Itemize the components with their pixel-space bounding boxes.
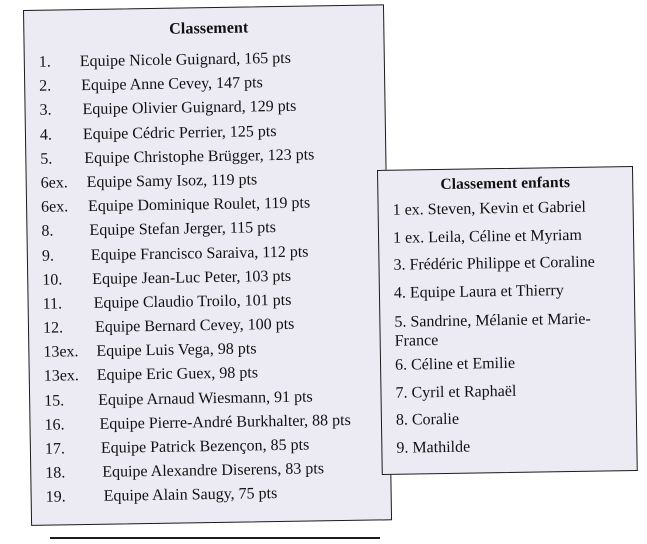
team-entry: Equipe Bernard Cevey, 100 pts	[94, 315, 295, 336]
divider-line	[50, 537, 380, 539]
rank: 2.	[39, 77, 52, 95]
team-entry: Equipe Samy Isoz, 119 pts	[86, 171, 258, 191]
kids-ranking-row	[395, 354, 635, 385]
ranking-title: Classement	[169, 19, 249, 38]
rank: 19.	[45, 488, 66, 507]
rank: 10.	[42, 271, 63, 289]
kids-entry: Equipe Laura et Thierry	[409, 281, 564, 301]
rank: 4.	[39, 126, 53, 144]
rank: 6.	[394, 356, 408, 374]
team-entry: Equipe Luis Vega, 98 pts	[96, 340, 257, 361]
rank: 7.	[395, 384, 408, 402]
rank: 11.	[42, 295, 63, 313]
rank: 8.	[41, 222, 54, 241]
rank: 4.	[393, 284, 407, 302]
rank: 6ex.	[40, 198, 69, 216]
team-entry: Equipe Christophe Brügger, 123 pts	[84, 146, 315, 167]
rank: 8.	[395, 411, 409, 429]
team-entry: Equipe Anne Cevey, 147 pts	[81, 74, 263, 95]
kids-entry: Cyril et Raphaël	[411, 382, 517, 401]
team-entry: Equipe Jean-Luc Peter, 103 pts	[92, 267, 292, 288]
kids-entry: Coralie	[411, 410, 460, 429]
rank: 1 ex.	[392, 201, 424, 219]
team-entry: Equipe Alain Saugy, 75 pts	[103, 485, 278, 506]
team-entry: Equipe Stefan Jerger, 115 pts	[89, 219, 277, 240]
ranking-box	[23, 4, 392, 526]
kids-ranking-row	[393, 254, 633, 285]
team-entry: Equipe Alexandre Diserens, 83 pts	[102, 460, 325, 481]
rank: 1 ex.	[392, 228, 425, 247]
rank: 1.	[38, 53, 51, 71]
rank: 17.	[44, 440, 66, 458]
team-entry: Equipe Francisco Saraiva, 112 pts	[90, 243, 309, 264]
rank: 13ex.	[43, 367, 80, 386]
kids-entry: Sandrine, Mélanie et Marie-France	[394, 310, 591, 350]
kids-ranking-row	[393, 199, 633, 230]
kids-entry: Frédéric Philippe et Coraline	[409, 253, 595, 274]
rank: 3.	[39, 101, 52, 120]
kids-entry: Mathilde	[412, 438, 471, 456]
kids-entry: Céline et Emilie	[410, 354, 516, 374]
rank: 6ex.	[40, 174, 68, 192]
rank: 18.	[45, 464, 66, 482]
kids-ranking-box	[377, 166, 638, 475]
team-entry: Equipe Pierre-André Burkhalter, 88 pts	[99, 411, 351, 433]
ranking-list	[25, 49, 391, 514]
rank: 5.	[394, 313, 407, 331]
team-entry: Equipe Arnaud Wiesmann, 91 pts	[98, 388, 313, 409]
team-entry: Equipe Olivier Guignard, 129 pts	[82, 98, 297, 119]
kids-ranking-list	[379, 199, 637, 468]
rank: 15.	[44, 392, 65, 410]
kids-ranking-title: Classement enfants	[440, 173, 571, 194]
kids-ranking-row	[395, 381, 635, 412]
kids-ranking-row	[396, 409, 636, 440]
rank: 12.	[42, 319, 64, 337]
rank: 9.	[396, 439, 409, 457]
team-entry: Equipe Nicole Guignard, 165 pts	[79, 49, 292, 71]
ranking-row	[32, 485, 391, 515]
rank: 9.	[41, 247, 54, 265]
kids-entry: Steven, Kevin et Gabriel	[427, 198, 587, 219]
kids-ranking-row	[396, 436, 636, 467]
rank: 5.	[40, 150, 53, 168]
team-entry: Equipe Cédric Perrier, 125 pts	[82, 122, 277, 143]
kids-ranking-row	[393, 226, 633, 257]
kids-ranking-row	[394, 281, 634, 312]
team-entry: Equipe Eric Guex, 98 pts	[96, 364, 259, 385]
team-entry: Equipe Patrick Bezençon, 85 pts	[100, 436, 310, 457]
rank: 13ex.	[43, 343, 79, 361]
kids-ranking-row	[394, 309, 635, 358]
team-entry: Equipe Dominique Roulet, 119 pts	[87, 194, 311, 216]
rank: 3.	[393, 256, 406, 274]
team-entry: Equipe Claudio Troilo, 101 pts	[93, 291, 292, 312]
kids-entry: Leila, Céline et Myriam	[428, 226, 583, 246]
rank: 16.	[44, 416, 65, 434]
